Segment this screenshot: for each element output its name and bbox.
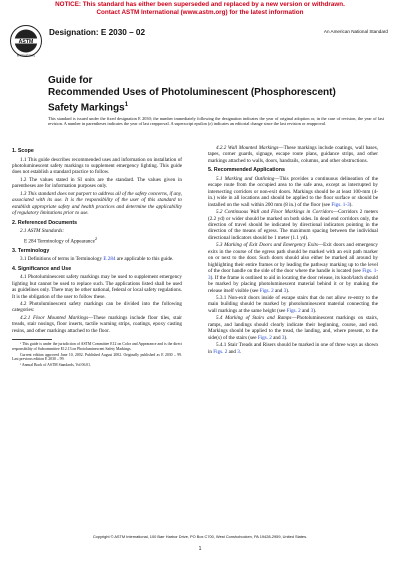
paragraph-3-1 <box>12 256 182 262</box>
reference-footnote-mark: 2 <box>94 235 98 241</box>
paragraph-4-2: 4.2 Photoluminescent safety markings can be divided into the following categories: <box>12 300 182 314</box>
paragraph-4-2-1 <box>12 315 182 334</box>
title-line-2: Recommended Uses of Photoluminescent (Phosphorescent) <box>48 87 336 98</box>
notice-line-2: Contact ASTM International (www.astm.org) for the latest information <box>96 9 304 16</box>
p5-4-and: and <box>271 334 282 341</box>
astm-logo-icon <box>9 24 43 58</box>
left-column <box>12 145 182 369</box>
p5-3-and: and <box>273 287 284 294</box>
p5-3-text: —Exit doors and emergency exits in the course of the egress path should be marked with an exit path marker on or next to the door. Such doors should also either be marked all around by highlighting their entire frames or by leading the pathway marking up to the level of the door handle on the side of the door where the handle is located (see <box>208 242 378 275</box>
title-line-1: Guide for <box>48 75 93 86</box>
paragraph-5-4-1 <box>208 342 378 355</box>
p5-4-title: 5.4 Marking of Stairs and Ramps <box>216 315 292 322</box>
p5-3-1-end: ). <box>313 307 317 314</box>
reference-item-text: E 284 Terminology of Appearance <box>24 238 95 245</box>
supersession-notice <box>0 1 400 17</box>
link-fig-2[interactable]: Figs. 2 <box>286 307 301 314</box>
p3-1-text: 3.1 Definitions of terms in Terminology <box>20 256 104 263</box>
footnote-2: ² Annual Book of ASTM Standards, Vol 06.01. <box>20 363 92 368</box>
p4-2-2-text: —These markings include coatings, wall bases, tapes, corner guards, signage, escape route plans, guidance strips, and other markings attached to walls, doors, handrails, columns, and other obstructions. <box>208 145 378 164</box>
section-heading-referenced-documents: 2. Referenced Documents <box>12 219 78 226</box>
p5-4-1-end: . <box>239 348 242 355</box>
title-line-3-text: Safety Markings <box>48 102 125 114</box>
document-title <box>48 75 388 114</box>
designation-note: This standard is issued under the fixed designation E 2030; the number immediately following the designation indicates the year of original adoption or, in the case of revision, the year of last revision. A number in parentheses indicates the year of last reapproval. A superscript epsilon (ε) indicates an editorial change since the last revision or reapproval. <box>48 116 384 127</box>
footnote-1-edition: Current edition approved June 10, 2002. Published August 2002. Originally published as E 2030 – 99. Last previous edition E 2030 – 99. <box>12 352 182 362</box>
p5-4-1-text: 5.4.1 Stair Treads and Risers should be marked in one of three ways as shown in <box>208 342 378 355</box>
paragraph-5-3 <box>208 242 378 294</box>
link-fig-3[interactable]: 3 <box>237 348 240 355</box>
p3-1-text-end: are applicable to this guide. <box>115 256 174 263</box>
link-fig-3[interactable]: 3 <box>283 287 287 294</box>
section-heading-scope: 1. Scope <box>12 148 34 154</box>
p4-2-1-text: —These markings include floor tiles, stair treads, stair nosings, floor inserts, tactile warning strips, coatings, epoxy casting resins, and other markings attached to the floor. <box>12 314 182 334</box>
link-figs-1-3[interactable]: Figs. 1-3 <box>331 201 350 208</box>
p5-3-1-text: 5.3.1 Non-exit doors inside of escape stairs that do not allow re-entry to the main building should be marked by photoluminescent material connecting the wall markings at the same height (see <box>208 295 378 314</box>
p5-2-text: —Corridors 2 meters (2.2 yd) or wider should be marked on both sides. In dead end corridors only, the direction of travel should be indicated by directional indicators pointing in the direction of the means of egress. The maximum spacing between the individual directional indicators should be 1 meter (1.1 yd). <box>208 209 378 241</box>
p5-4-text: —Photoluminescent markings on stairs, ramps, and landings should clearly indicate their beginning, course, and end. Markings should be applied to the tread, the landing, and, where present, to the side(s) of the stairs (see <box>208 315 378 341</box>
link-fig-2[interactable]: Figs. 2 <box>257 334 272 341</box>
paragraph-5-1 <box>208 176 378 208</box>
section-heading-significance: 4. Significance and Use <box>12 265 72 272</box>
national-standard-label: An American National Standard <box>323 29 388 34</box>
p4-2-2-title: 4.2.2 Wall Mounted Markings <box>216 145 279 151</box>
link-fig-2[interactable]: Figs. 2 <box>213 348 228 355</box>
link-e284[interactable]: E 284 <box>103 256 116 263</box>
paragraph-1-2: 1.2 The values stated in SI units are the standard. The values given in parentheses are for information purposes only. <box>12 176 182 190</box>
link-fig-3[interactable]: 3 <box>310 307 314 314</box>
paragraph-1-1: 1.1 This guide describes recommended uses and information on installation of photoluminescent safety markings to supplement emergency lighting. This guide does not establish a standard practice to follow. <box>12 156 182 176</box>
reference-item-e284 <box>12 236 182 245</box>
notice-line-1: NOTICE: This standard has either been superseded and replaced by a new version or withdrawn. <box>55 1 345 8</box>
footnote-1: ¹ This guide is under the jurisdiction of ASTM Committee E12 on Color and Appearance and is the direct responsibility of Subcommittee E12.13 on Photoluminescent Safety Markings. <box>12 342 182 351</box>
link-figs-1-3[interactable]: Figs. 1-3 <box>208 268 378 281</box>
p5-4-end: ). <box>284 334 288 341</box>
logo-text: ASTM <box>18 38 34 45</box>
designation: Designation: E 2030 – 02 <box>49 28 146 37</box>
title-line-3 <box>48 99 388 114</box>
p5-4-1-and: and <box>227 348 238 355</box>
copyright-line: Copyright © ASTM International, 100 Barr Harbor Drive, PO Box C700, West Conshohocken, PA 19428-2959, United States. <box>92 534 308 539</box>
paragraph-1-3: 1.3 This standard does not purport to address all of the safety concerns, if any, associated with its use. It is the responsibility of the user of this standard to establish appropriate safety and health practices and determine the applicability of regulatory limitations prior to use. <box>12 190 182 217</box>
p5-1-text: —This provides a continuous delineation of the escape route from the occupied area to the safe area, except as interrupted by intersecting corridors or non-exit doors. Markings should be at least 100-mm (4-in.) wide in all locations and should be applied to the floor surface or should be installed on the wall within 200 mm (8 in.) of the floor (see <box>208 175 378 208</box>
paragraph-4-1: 4.1 Photoluminescent safety markings may be used to supplement emergency lighting but cannot be used to replace such. The applications listed shall be used as guidelines only. There may be other national, federal or local safety regulations. It is the obligation of the user to follow these. <box>12 274 182 300</box>
title-footnote-mark: 1 <box>124 102 129 108</box>
p4-2-1-title: 4.2.1 Floor Mounted Markings <box>20 314 89 321</box>
footnote-divider <box>12 339 52 340</box>
paragraph-5-4 <box>208 315 378 341</box>
paragraph-5-3-1 <box>208 295 378 314</box>
paragraph-2-1: 2.1 ASTM Standards: <box>20 228 65 235</box>
page-number: 1 <box>198 546 202 552</box>
paragraph-5-2 <box>208 209 378 241</box>
p5-3-title: 5.3 Marking of Exit Doors and Emergency Exits <box>216 242 318 249</box>
p5-3-1-and: and <box>300 307 311 314</box>
logo-subtext: INTERNATIONAL <box>16 55 36 58</box>
p5-1-title: 5.1 Marking and Outlining <box>216 175 275 182</box>
paragraph-4-2-2 <box>208 145 378 164</box>
section-heading-recommended-applications: 5. Recommended Applications <box>208 167 285 174</box>
p5-3-end: ). <box>286 287 290 294</box>
p5-1-end: ). <box>349 201 353 208</box>
link-fig-2[interactable]: Figs. 2 <box>259 287 274 294</box>
link-fig-3[interactable]: 3 <box>281 334 285 341</box>
section-heading-terminology: 3. Terminology <box>12 247 50 254</box>
right-column <box>208 145 378 356</box>
p5-3-text-mid: ). If the frame is outlined to aid in locating the door release, its knob/latch should be marked by placing photoluminescent material behind it or by making the release itself visible (see <box>208 274 378 294</box>
p5-2-title: 5.2 Continuous Wall and Floor Markings in Corridors <box>216 209 333 216</box>
